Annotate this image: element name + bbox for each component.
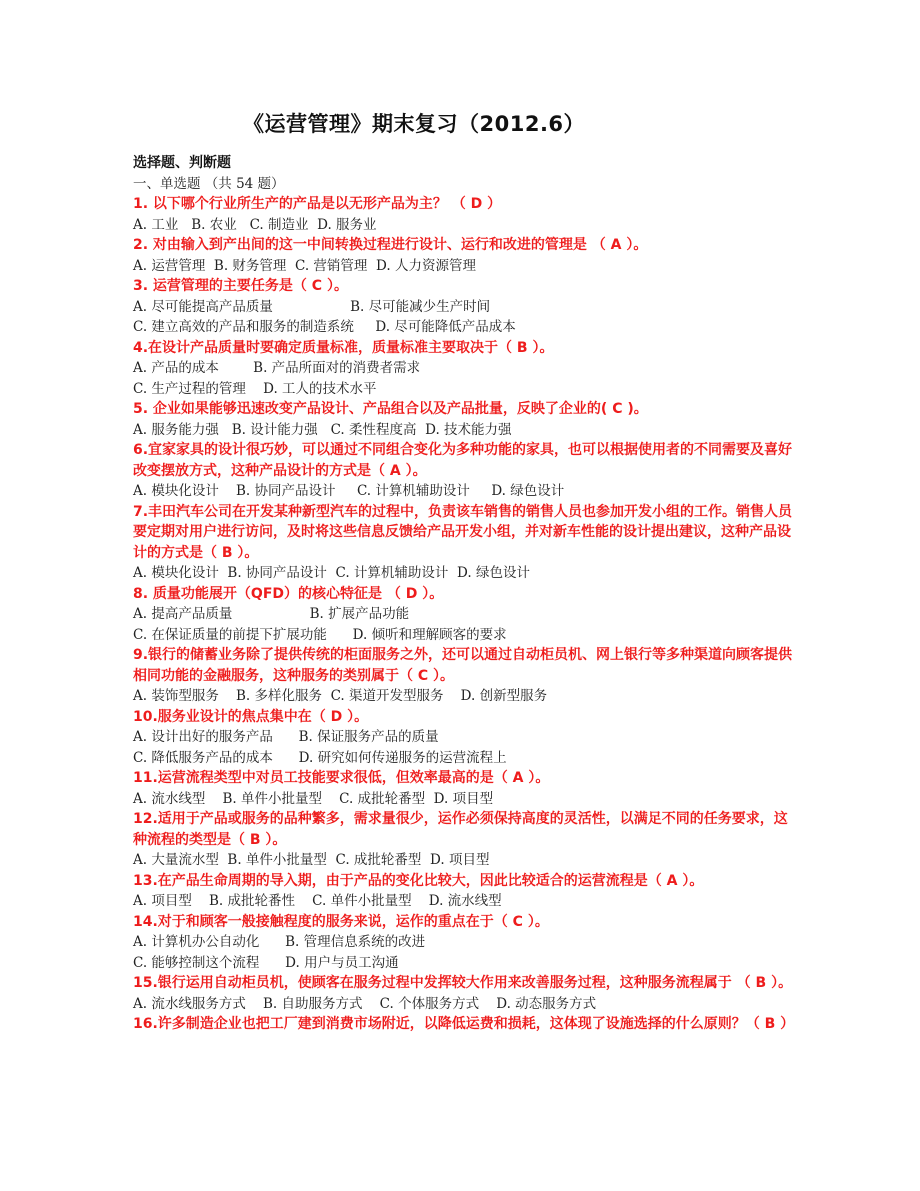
question-item [133,584,793,646]
answer-options-row: A. 运营管理 B. 财务管理 C. 营销管理 D. 人力资源管理 [133,257,476,274]
question-text: 10.服务业设计的焦点集中在（ D ）。 [133,708,369,725]
answer-options-row: A. 产品的成本 B. 产品所面对的消费者需求 [133,360,421,376]
question-text: 4.在设计产品质量时要确定质量标准，质量标准主要取决于（ B ）。 [133,339,554,356]
answer-options-row: C. 建立高效的产品和服务的制造系统 D. 尽可能降低产品成本 [133,319,516,335]
answer-options-row: A. 服务能力强 B. 设计能力强 C. 柔性程度高 D. 技术能力强 [133,421,512,438]
question-text: 5. 企业如果能够迅速改变产品设计、产品组合以及产品批量，反映了企业的( C )。 [133,401,648,417]
answer-options-row: A. 提高产品质量 B. 扩展产品功能 [133,606,410,622]
question-item [133,809,793,871]
document-title: 《运营管理》期末复习（2012.6） [243,112,586,136]
question-text: 12.适用于产品或服务的品种繁多，需求量很少，运作必须保持高度的灵活性，以满足不同的任务要求，这种流程的类型是（ B ）。 [133,811,788,848]
question-text: 9.银行的储蓄业务除了提供传统的柜面服务之外，还可以通过自动柜员机、网上银行等多种渠道向顾客提供相同功能的金融服务，这种服务的类别属于（ C ）。 [133,647,793,684]
question-item [133,502,793,584]
answer-options-row: A. 流水线服务方式 B. 自助服务方式 C. 个体服务方式 D. 动态服务方式 [133,995,597,1012]
question-item [133,973,793,1014]
question-item [133,871,793,912]
answer-options-row: C. 生产过程的管理 D. 工人的技术水平 [133,380,377,397]
answer-options-row: C. 降低服务产品的成本 D. 研究如何传递服务的运营流程上 [133,749,507,766]
answer-options-row: A. 设计出好的服务产品 B. 保证服务产品的质量 [133,729,439,745]
answer-options-row: A. 模块化设计 B. 协同产品设计 C. 计算机辅助设计 D. 绿色设计 [133,483,565,499]
question-item [133,707,793,769]
question-text: 3. 运营管理的主要任务是（ C ）。 [133,278,348,294]
question-text: 14.对于和顾客一般接触程度的服务来说，运作的重点在于（ C ）。 [133,913,549,930]
question-item [133,235,793,276]
question-item [133,440,793,502]
question-item [133,645,793,707]
question-item [133,399,793,440]
subsection-heading: 一、单选题 （共 54 题） [133,175,285,192]
answer-options-row: A. 大量流水型 B. 单件小批量型 C. 成批轮番型 D. 项目型 [133,852,490,868]
answer-options-row: A. 项目型 B. 成批轮番性 C. 单件小批量型 D. 流水线型 [133,893,502,909]
answer-options-row: A. 尽可能提高产品质量 B. 尽可能减少生产时间 [133,298,491,315]
question-text: 1. 以下哪个行业所生产的产品是以无形产品为主？ （ D ） [133,196,502,212]
answer-options-row: C. 能够控制这个流程 D. 用户与员工沟通 [133,954,399,971]
answer-options-row: C. 在保证质量的前提下扩展功能 D. 倾听和理解顾客的要求 [133,626,507,643]
question-text: 11.运营流程类型中对员工技能要求很低，但效率最高的是（ A ）。 [133,770,550,786]
answer-options-row: A. 装饰型服务 B. 多样化服务 C. 渠道开发型服务 D. 创新型服务 [133,688,548,704]
question-text: 2. 对由输入到产出间的这一中间转换过程进行设计、运行和改进的管理是 （ A ）。 [133,237,648,253]
question-list [133,194,793,1035]
question-text: 13.在产品生命周期的导入期，由于产品的变化比较大，因此比较适合的运营流程是（ A ）。 [133,872,704,889]
question-item [133,912,793,974]
question-item [133,194,793,235]
answer-options-row: A. 计算机办公自动化 B. 管理信息系统的改进 [133,934,426,950]
question-text: 7.丰田汽车公司在开发某种新型汽车的过程中，负责该车销售的销售人员也参加开发小组的工作。销售人员要定期对用户进行访问，及时将这些信息反馈给产品开发小组，并对新车性能的设计提出建议，这种产品设计的方式是（ B ）。 [133,503,793,561]
question-item [133,338,793,400]
answer-options-row: A. 模块化设计 B. 协同产品设计 C. 计算机辅助设计 D. 绿色设计 [133,565,530,581]
section-heading: 选择题、判断题 [133,155,231,171]
question-text: 8. 质量功能展开（QFD）的核心特征是 （ D ）。 [133,585,444,602]
answer-options-row: A. 流水线型 B. 单件小批量型 C. 成批轮番型 D. 项目型 [133,790,494,807]
document-body [133,153,793,1035]
question-text: 16.许多制造企业也把工厂建到消费市场附近，以降低运费和损耗，这体现了设施选择的什么原则？（ B ） [133,1016,795,1032]
question-text: 6.宜家家具的设计很巧妙，可以通过不同组合变化为多种功能的家具，也可以根据使用者的不同需要及喜好改变摆放方式，这种产品设计的方式是（ A ）。 [133,442,793,479]
answer-options-row: A. 工业 B. 农业 C. 制造业 D. 服务业 [133,216,377,233]
question-text: 15.银行运用自动柜员机，使顾客在服务过程中发挥较大作用来改善服务过程，这种服务流程属于 （ B ）。 [133,975,793,991]
question-item [133,1014,793,1035]
question-item [133,276,793,338]
question-item [133,768,793,809]
